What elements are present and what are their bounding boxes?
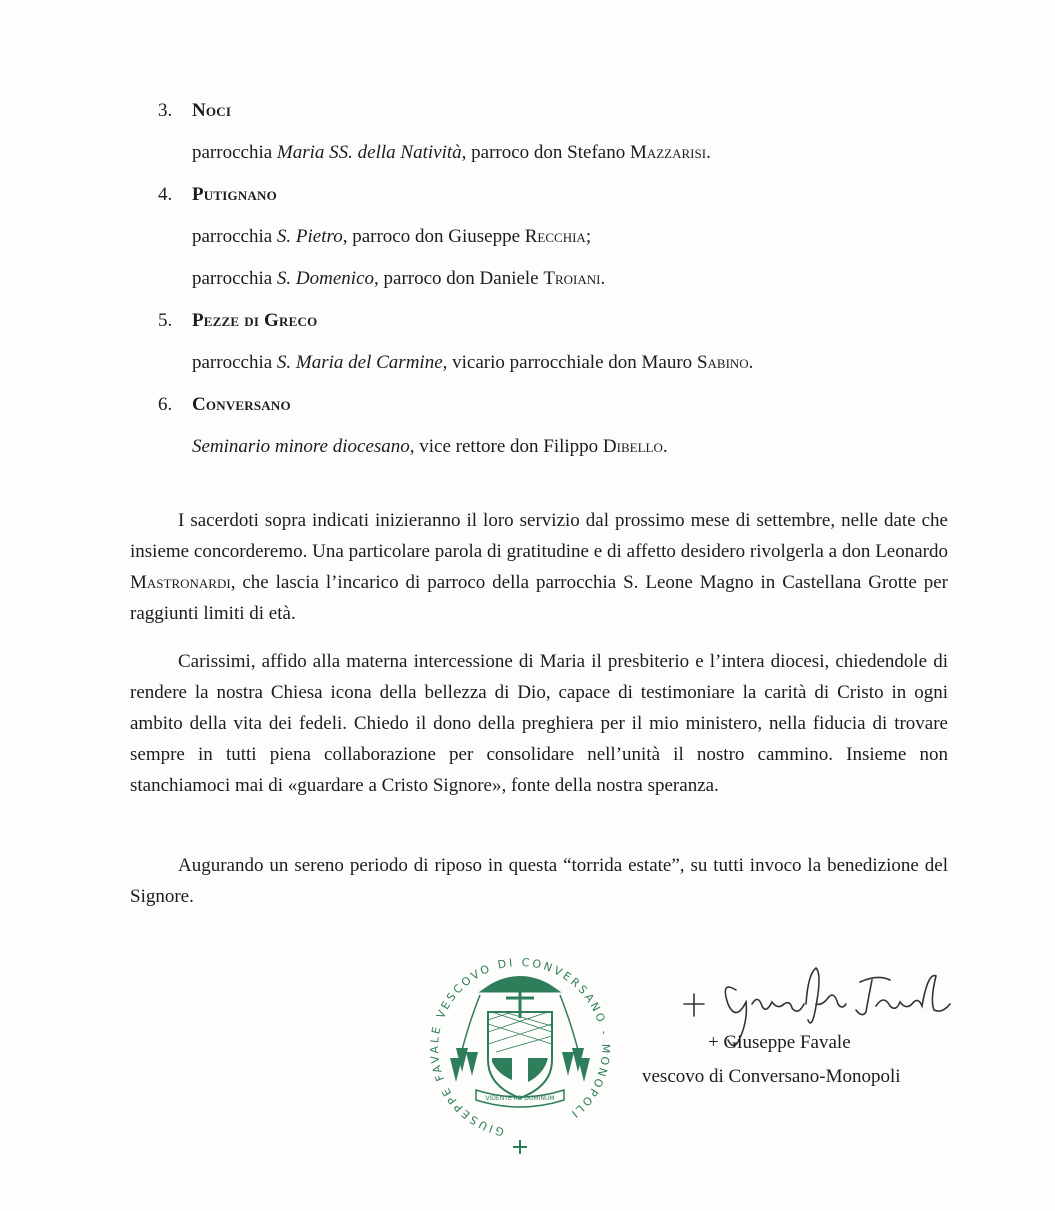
seal-ring-text: GIUSEPPE FAVALE VESCOVO DI CONVERSANO - MONOPOLI	[428, 955, 613, 1139]
svg-text:+ Giuseppe Favale: + Giuseppe Favale	[640, 960, 648, 961]
signatory-name: + Giuseppe Favale	[708, 1032, 851, 1053]
paragraph: Carissimi, affido alla materna intercessione di Maria il presbiterio e l’intera diocesi, chiedendole di rendere la nostra Chiesa icona della bellezza di Dio, capace di testimoniare la carità di Cristo in ogni ambito della vita dei fedeli. Chiedo il dono della preghiera per il mio ministero, nella fiducia di trovare sempre in tutti piena collaborazione per consolidare nell’unità il nostro cammino. Insieme non stanchiamoci mai di «guardare a Cristo Signore», fonte della nostra speranza.	[130, 651, 948, 796]
parish-line: parrocchia S. Pietro, parroco don Giuseppe Recchia;	[192, 226, 592, 247]
parish-line: parrocchia S. Domenico, parroco don Daniele Troiani.	[192, 268, 606, 289]
location-heading: Pezze di Greco	[192, 310, 318, 331]
location-heading: Noci	[192, 100, 232, 121]
item-number: 6.	[158, 394, 173, 415]
paragraph: Augurando un sereno periodo di riposo in questa “torrida estate”, su tutti invoco la benedizione del Signore.	[130, 855, 948, 907]
seal-motto: VIDENTE AD DOMINUM	[485, 1095, 555, 1102]
location-heading: Conversano	[192, 394, 291, 415]
item-number: 3.	[158, 100, 173, 121]
item-number: 4.	[158, 184, 173, 205]
episcopal-seal	[420, 940, 620, 1160]
parish-line: parrocchia Maria SS. della Natività, parroco don Stefano Mazzarisi.	[192, 142, 711, 163]
location-heading: Putignano	[192, 184, 277, 205]
signatory-title: vescovo di Conversano-Monopoli	[642, 1066, 901, 1087]
paragraph: I sacerdoti sopra indicati inizieranno il loro servizio dal prossimo mese di settembre, nelle date che insieme concorderemo. Una particolare parola di gratitudine e di affetto desidero rivolgerla a don Leonardo Mastronardi, che lascia l’incarico di parroco della parrocchia S. Leone Magno in Castellana Grotte per raggiunti limiti di età.	[130, 510, 948, 624]
parish-line: parrocchia S. Maria del Carmine, vicario parrocchiale don Mauro Sabino.	[192, 352, 754, 373]
item-number: 5.	[158, 310, 173, 331]
parish-line: Seminario minore diocesano, vice rettore don Filippo Dibello.	[192, 436, 668, 457]
